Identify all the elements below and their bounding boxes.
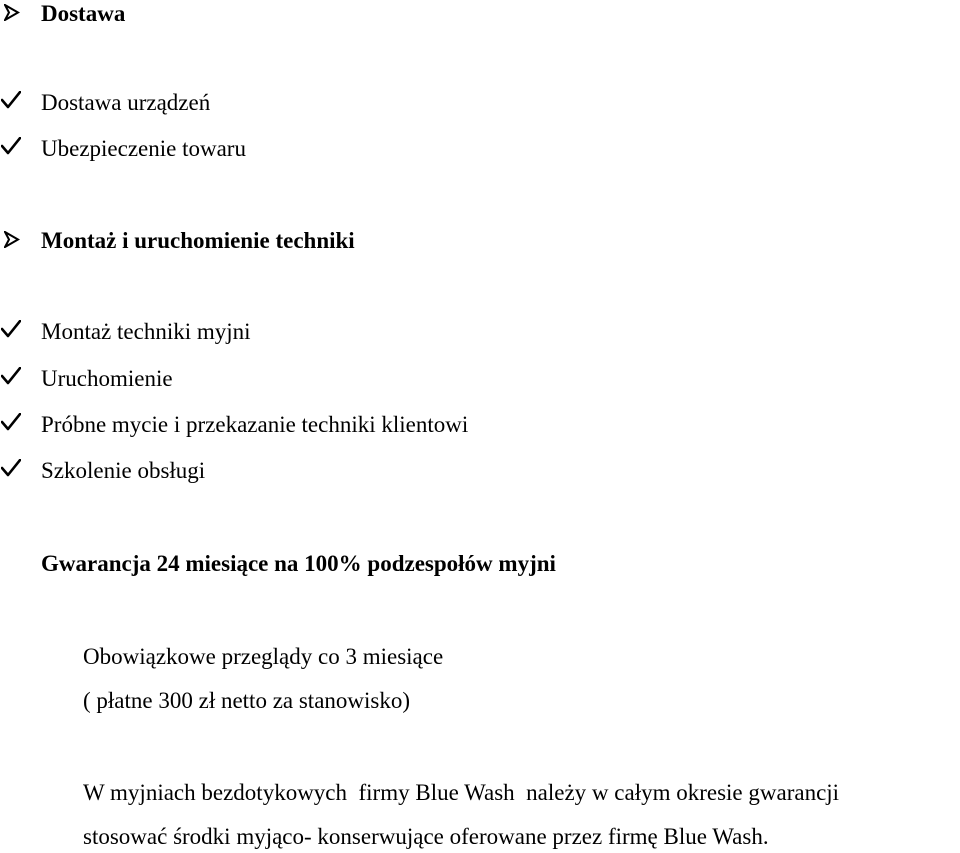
section-title-warranty: Gwarancja 24 miesiące na 100% podzespołów myjni [41,551,556,576]
installation-item-mount: Montaż techniki myjni [41,319,251,344]
checkmark-icon [1,459,21,477]
checkmark-icon [1,91,21,109]
delivery-item-insurance: Ubezpieczenie towaru [41,136,246,161]
inspection-text: Obowiązkowe przeglądy co 3 miesiące [83,644,444,669]
installation-item-test-wash: Próbne mycie i przekazanie techniki klientowi [41,412,469,437]
delivery-item-devices: Dostawa urządzeń [41,90,211,115]
section-title-installation: Montaż i uruchomienie techniki [41,228,355,253]
arrowhead-icon [4,4,20,21]
section-title-delivery: Dostawa [41,1,126,26]
installation-item-training: Szkolenie obsługi [41,458,206,483]
warranty-note-line-1: W myjniach bezdotykowych firmy Blue Wash należy w całym okresie gwarancji [83,780,840,805]
checkmark-icon [1,367,21,385]
installation-item-startup: Uruchomienie [41,366,173,391]
checkmark-icon [1,413,21,431]
warranty-note-line-2: stosować środki myjąco- konserwujące oferowane przez firmę Blue Wash. [83,824,769,849]
arrowhead-icon [4,231,20,248]
checkmark-icon [1,320,21,338]
inspection-price-text: ( płatne 300 zł netto za stanowisko) [83,688,411,713]
checkmark-icon [1,137,21,155]
